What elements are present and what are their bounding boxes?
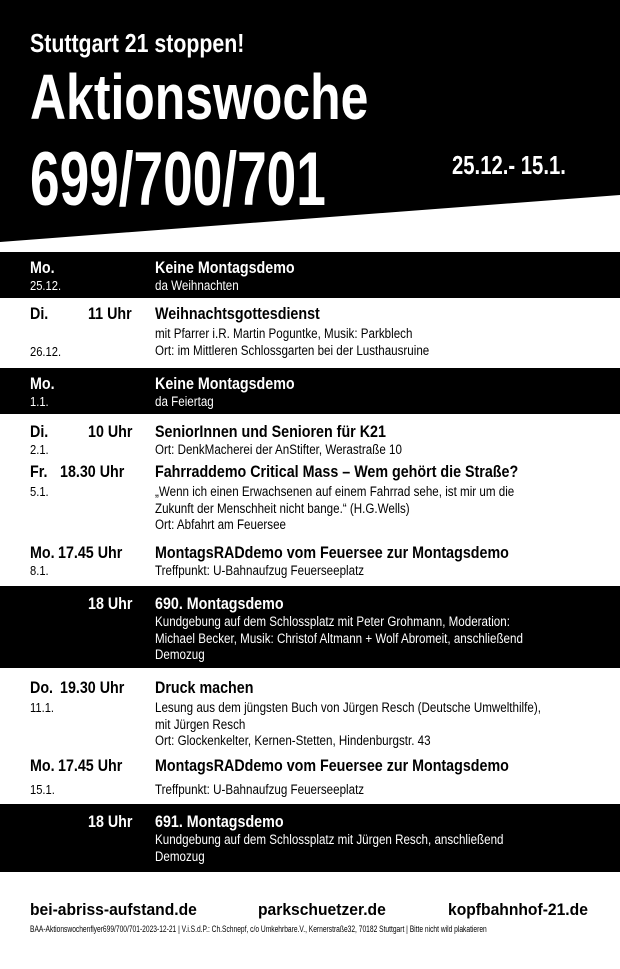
event-text: da Feiertag [155,394,214,409]
event-title: Weihnachtsgottesdienst [155,304,320,323]
event-title: MontagsRADdemo vom Feuersee zur Montagsdemo [155,756,509,775]
event-date: 25.12. [30,278,62,293]
event-time: 17.45 Uhr [58,543,123,562]
event-day: Mo. [30,374,55,393]
event-row [0,368,620,414]
event-day: Mo. [30,756,55,775]
event-title: SeniorInnen und Senioren für K21 [155,422,386,441]
event-title: 690. Montagsdemo [155,594,284,613]
event-day: Do. [30,678,54,697]
event-text: da Weihnachten [155,278,239,293]
event-row [0,541,620,585]
event-title: MontagsRADdemo vom Feuersee zur Montagsdemo [155,543,509,562]
event-title: 691. Montagsdemo [155,812,284,831]
event-title: Druck machen [155,678,254,697]
event-row [0,676,620,756]
header-date-range: 25.12.- 15.1. [452,150,566,180]
event-date: 2.1. [30,442,49,457]
imprint: BAA-Aktionswochenflyer699/700/701-2023-12-21 | V.i.S.d.P.: Ch.Schnepf, c/o Umkehrbare.V., Kernerstraße32, 70182 Stuttgart | Bitte nicht wild plakatieren [30,924,487,934]
event-day: Mo. [30,258,55,277]
event-row [0,804,620,872]
event-text: „Wenn ich einen Erwachsenen auf einem Fahrrad sehe, ist mir um die Zukunft der Menschheit nicht bange.“ (H.G.Wells) Ort: Abfahrt am Feuersee [155,484,515,532]
event-time: 17.45 Uhr [58,756,123,775]
event-time: 18 Uhr [88,812,133,831]
event-time: 11 Uhr [88,304,132,323]
event-row [0,756,620,802]
event-title: Keine Montagsdemo [155,258,295,277]
event-text: Ort: DenkMacherei der AnStifter, Werastraße 10 [155,442,402,457]
event-text: Lesung aus dem jüngsten Buch von Jürgen Resch (Deutsche Umwelthilfe), mit Jürgen Resch Ort: Glockenkelter, Kernen-Stetten, Hindenburgstr. 43 [155,700,541,748]
event-row [0,460,620,540]
event-day: Di. [30,422,49,441]
event-title: Keine Montagsdemo [155,374,295,393]
event-day: Mo. [30,543,55,562]
event-day: Di. [30,304,49,323]
header-numbers: 699/700/701 [30,137,326,222]
event-date: 11.1. [30,700,55,715]
event-time: 18 Uhr [88,594,133,613]
header-title: Aktionswoche [30,61,369,133]
event-text: Treffpunkt: U-Bahnaufzug Feuerseeplatz [155,782,365,797]
event-row [0,416,620,460]
header-kicker: Stuttgart 21 stoppen! [30,28,245,58]
event-date: 8.1. [30,563,49,578]
event-date: 5.1. [30,484,49,499]
event-time: 19.30 Uhr [60,678,125,697]
event-row [0,298,620,366]
event-day: Fr. [30,462,48,481]
event-row [0,252,620,298]
event-row [0,586,620,668]
event-date: 15.1. [30,782,55,797]
event-date: 1.1. [30,394,49,409]
event-time: 18.30 Uhr [60,462,125,481]
event-time: 10 Uhr [88,422,133,441]
event-text: Treffpunkt: U-Bahnaufzug Feuerseeplatz [155,563,365,578]
event-title: Fahrraddemo Critical Mass – Wem gehört die Straße? [155,462,519,481]
event-date: 26.12. [30,344,62,359]
event-text: Kundgebung auf dem Schlossplatz mit Peter Grohmann, Moderation: Michael Becker, Musik: Christof Altmann + Wolf Abromeit, anschließend Demozug [155,614,523,662]
event-text: mit Pfarrer i.R. Martin Poguntke, Musik: Parkblech Ort: im Mittleren Schlossgarten bei der Lusthausruine [155,326,430,358]
footer-links: bei-abriss-aufstand.de parkschuetzer.de kopfbahnhof-21.de [30,900,588,919]
event-text: Kundgebung auf dem Schlossplatz mit Jürgen Resch, anschließend Demozug [155,832,504,864]
